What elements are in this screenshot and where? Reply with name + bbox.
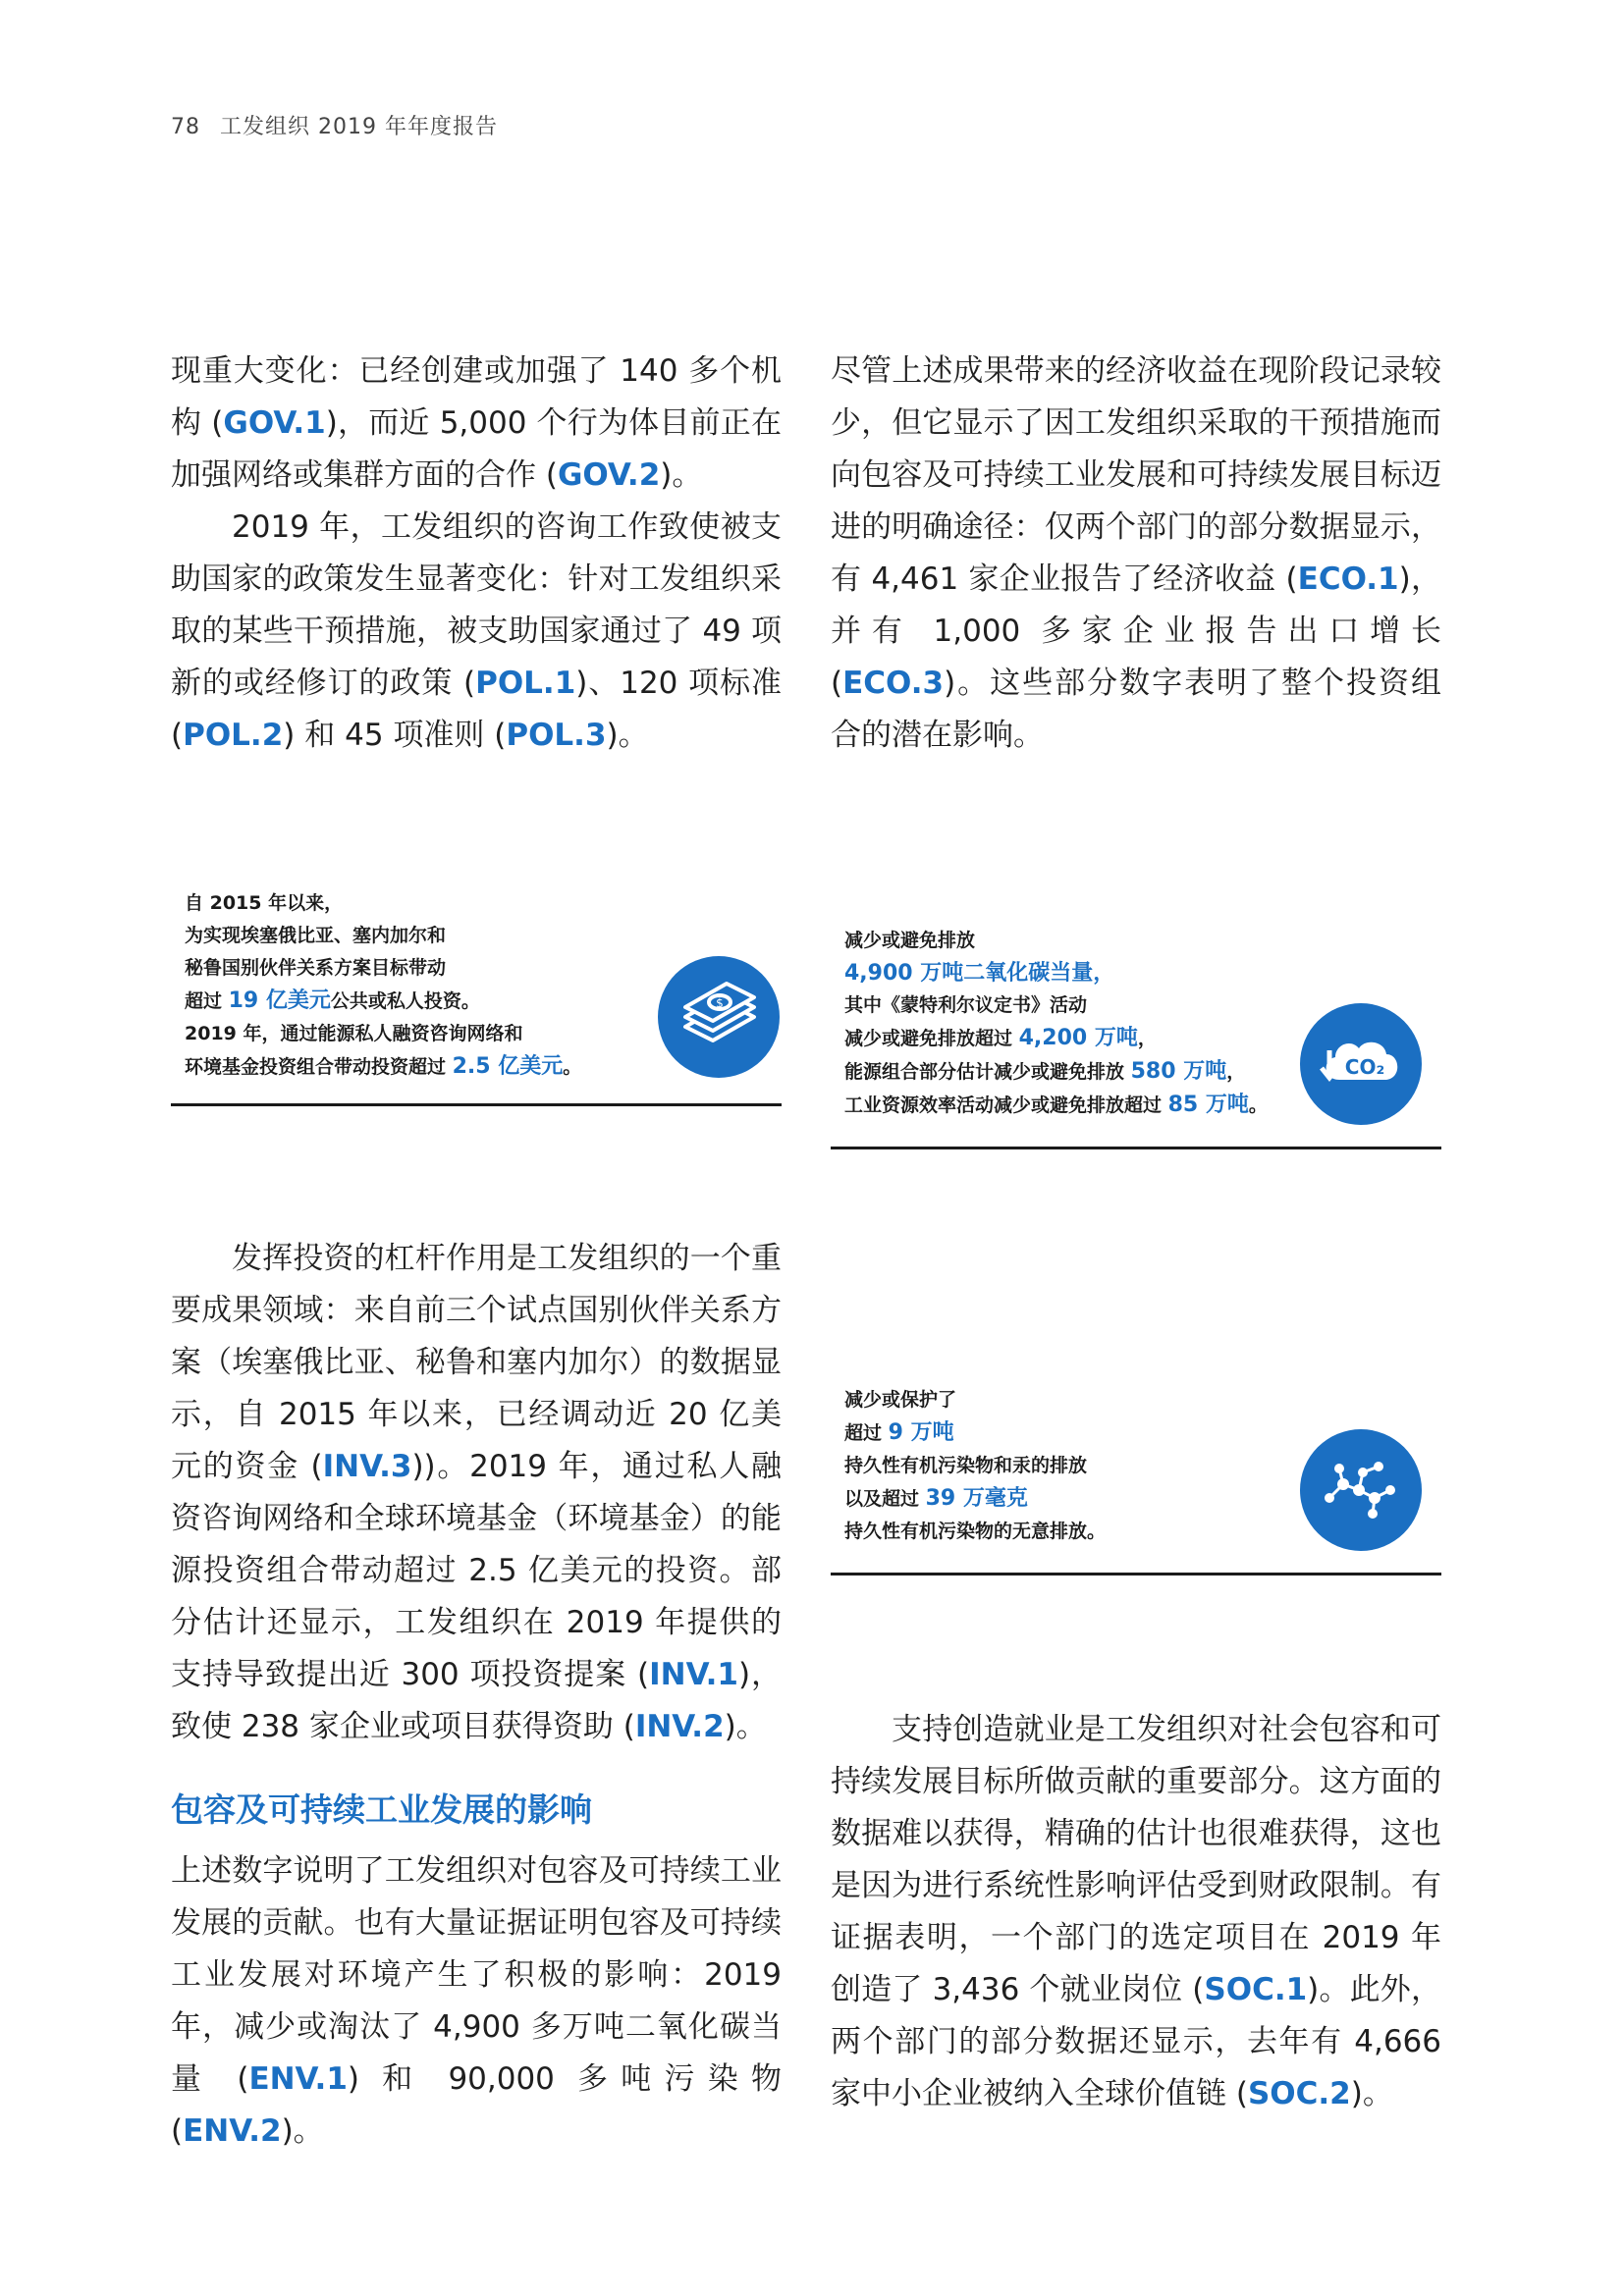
highlight-value: 580 万吨 xyxy=(1130,1059,1227,1084)
investment-highlight-box xyxy=(171,885,782,1106)
ref-inv-3: INV.3 xyxy=(322,1449,412,1484)
page-header xyxy=(171,110,498,140)
report-title: 工发组织 2019 年年度报告 xyxy=(220,115,498,139)
ref-inv-2: INV.2 xyxy=(634,1709,725,1744)
ref-env-2: ENV.2 xyxy=(183,2113,282,2149)
box-line: 减少或避免排放 xyxy=(844,930,976,951)
box-line: 能源组合部分估计减少或避免排放 580 万吨， xyxy=(844,1059,1246,1084)
ref-gov-1: GOV.1 xyxy=(223,405,326,441)
right-column-top xyxy=(831,346,1441,762)
box-line: 自 2015 年以来， xyxy=(185,892,344,914)
right-column-bottom xyxy=(831,1704,1441,2120)
ref-env-1: ENV.1 xyxy=(248,2061,348,2097)
molecule-icon xyxy=(1300,1429,1422,1551)
box-line: 为实现埃塞俄比亚、塞内加尔和 xyxy=(185,925,447,946)
highlight-value: 19 亿美元 xyxy=(228,988,331,1013)
box-line: 超过 19 亿美元公共或私人投资。 xyxy=(185,988,480,1013)
box-line: 以及超过 39 万毫克 xyxy=(844,1486,1028,1511)
box-line: 持久性有机污染物的无意排放。 xyxy=(844,1521,1107,1542)
section-heading: 包容及可持续工业发展的影响 xyxy=(171,1790,592,1829)
ref-inv-1: INV.1 xyxy=(649,1657,738,1692)
highlight-value: 4,200 万吨 xyxy=(1018,1026,1138,1050)
paragraph-env: 上述数字说明了工发组织对包容及可持续工业发展的贡献。也有大量证据证明包容及可持续工业发展对环境产生了积极的影响：2019 年，减少或淘汰了 4,900 多万吨二氧化碳当量 (ENV.1) 和 90,000 多吨污染物 (ENV.2)。 xyxy=(171,1853,782,2149)
ref-gov-2: GOV.2 xyxy=(557,457,661,493)
page-number: 78 xyxy=(171,115,200,139)
left-column-bottom xyxy=(171,1784,782,2158)
co2-icon xyxy=(1300,1003,1422,1125)
ref-pol-1: POL.1 xyxy=(475,666,576,701)
box-line: 秘鲁国别伙伴关系方案目标带动 xyxy=(185,957,447,979)
svg-text:$: $ xyxy=(716,996,724,1010)
pollutants-highlight-box xyxy=(831,1384,1441,1575)
ref-pol-2: POL.2 xyxy=(183,718,284,753)
box-line: 减少或避免排放超过 4,200 万吨， xyxy=(844,1026,1157,1050)
highlight-value: 4,900 万吨二氧化碳当量， xyxy=(844,961,1115,986)
ref-eco-1: ECO.1 xyxy=(1297,561,1399,597)
left-column-top xyxy=(171,346,782,762)
paragraph-eco: 尽管上述成果带来的经济收益在现阶段记录较少，但它显示了因工发组织采取的干预措施而向包容及可持续工业发展和可持续发展目标迈进的明确途径：仅两个部门的部分数据显示，有 4,461 家企业报告了经济收益 (ECO.1)，并有 1,000 多家企业报告出口增长 (ECO.3)。这些部分数字表明了整个投资组合的潜在影响。 xyxy=(831,353,1441,753)
box-line: 工业资源效率活动减少或避免排放超过 85 万吨。 xyxy=(844,1093,1268,1117)
paragraph-inv: 发挥投资的杠杆作用是工发组织的一个重要成果领域：来自前三个试点国别伙伴关系方案（埃塞俄比亚、秘鲁和塞内加尔）的数据显示，自 2015 年以来，已经调动近 20 亿美元的资金 (INV.3))。2019 年，通过私人融资咨询网络和全球环境基金（环境基金）的能源投资组合带动超过 2.5 亿美元的投资。部分估计还显示，工发组织在 2019 年提供的支持导致提出近 300 项投资提案 (INV.1)，致使 238 家企业或项目获得资助 (INV.2)。 xyxy=(171,1241,782,1744)
paragraph-gov: 现重大变化：已经创建或加强了 140 多个机构 (GOV.1)，而近 5,000 个行为体目前正在加强网络或集群方面的合作 (GOV.2)。 xyxy=(171,353,782,493)
ref-soc-1: SOC.1 xyxy=(1204,1972,1308,2007)
ref-pol-3: POL.3 xyxy=(506,718,607,753)
box-line: 减少或保护了 xyxy=(844,1389,957,1411)
ref-eco-3: ECO.3 xyxy=(842,666,945,701)
box-line: 持久性有机污染物和汞的排放 xyxy=(844,1455,1088,1476)
highlight-value: 39 万毫克 xyxy=(925,1486,1028,1511)
box-line: 2019 年，通过能源私人融资咨询网络和 xyxy=(185,1023,523,1044)
ref-soc-2: SOC.2 xyxy=(1247,2076,1351,2111)
emissions-highlight-box xyxy=(831,923,1441,1149)
paragraph-soc: 支持创造就业是工发组织对社会包容和可持续发展目标所做贡献的重要部分。这方面的数据难以获得，精确的估计也很难获得，这也是因为进行系统性影响评估受到财政限制。有证据表明，一个部门的选定项目在 2019 年创造了 3,436 个就业岗位 (SOC.1)。此外，两个部门的部分数据还显示，去年有 4,666 家中小企业被纳入全球价值链 (SOC.2)。 xyxy=(831,1712,1441,2111)
highlight-value: 2.5 亿美元 xyxy=(452,1054,564,1079)
co2-label: CO₂ xyxy=(1344,1055,1385,1079)
highlight-value: 9 万吨 xyxy=(888,1420,954,1445)
box-line: 环境基金投资组合带动投资超过 2.5 亿美元。 xyxy=(185,1054,582,1079)
box-line: 超过 9 万吨 xyxy=(844,1420,954,1445)
left-column-middle xyxy=(171,1233,782,1753)
money-icon xyxy=(658,956,780,1078)
paragraph-pol: 2019 年，工发组织的咨询工作致使被支助国家的政策发生显著变化：针对工发组织采取的某些干预措施，被支助国家通过了 49 项新的或经修订的政策 (POL.1)、120 项标准 (POL.2) 和 45 项准则 (POL.3)。 xyxy=(171,509,782,753)
highlight-value: 85 万吨 xyxy=(1167,1093,1249,1117)
box-line: 其中《蒙特利尔议定书》活动 xyxy=(844,994,1088,1016)
